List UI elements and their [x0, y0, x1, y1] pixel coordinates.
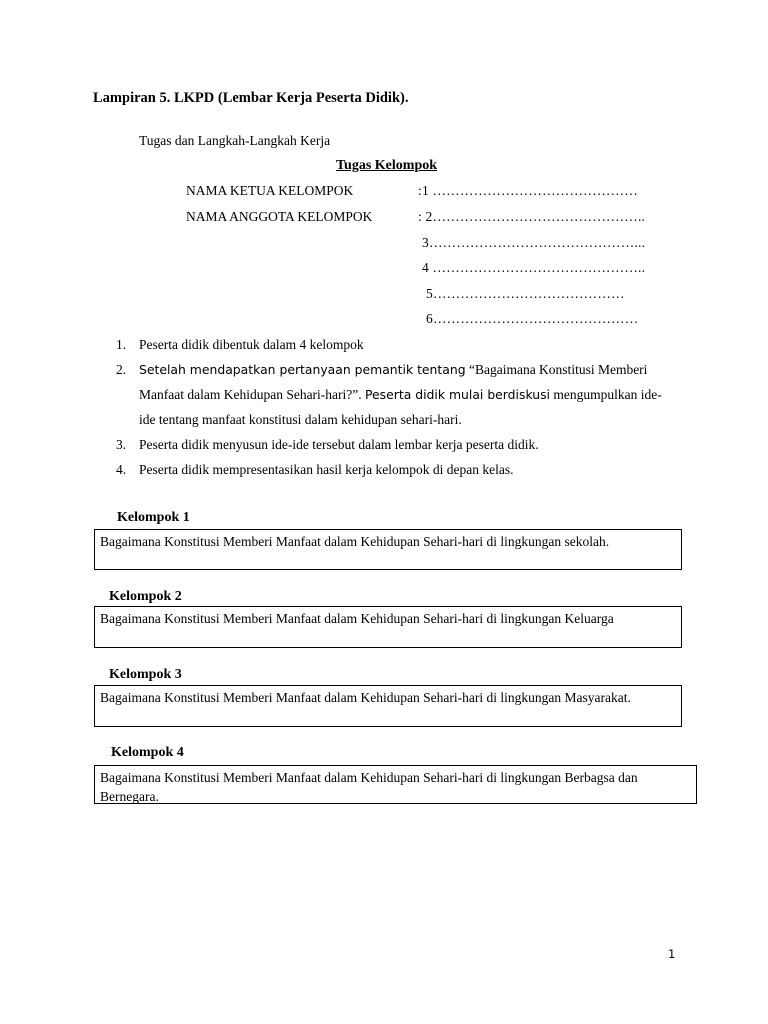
group-1-title: Kelompok 1: [117, 510, 190, 525]
step-text-part: Peserta didik mulai berdiskusi: [365, 387, 550, 402]
member-line-2: : 2………………………………………..: [418, 209, 646, 224]
page-number: 1: [668, 947, 676, 961]
step-text: Peserta didik mempresentasikan hasil kerja kelompok di depan kelas.: [139, 462, 514, 477]
group-4-title: Kelompok 4: [111, 745, 184, 760]
step-text-part: Setelah mendapatkan pertanyaan pemantik tentang: [139, 362, 466, 377]
step-number: 4.: [116, 462, 127, 477]
group-3-title: Kelompok 3: [109, 667, 182, 682]
section-subtitle: Tugas dan Langkah-Langkah Kerja: [139, 133, 331, 148]
list-item: [116, 357, 676, 432]
list-item: [116, 457, 676, 482]
group-4-box: Bagaimana Konstitusi Memberi Manfaat dalam Kehidupan Sehari-hari di lingkungan Berbagsa dan Bernegara.: [94, 765, 697, 804]
member-name-label: NAMA ANGGOTA KELOMPOK: [186, 209, 373, 224]
leader-name-label: NAMA KETUA KELOMPOK: [186, 183, 354, 198]
step-text: Peserta didik menyusun ide-ide tersebut dalam lembar kerja peserta didik.: [139, 437, 539, 452]
leader-name-line: :1 ………………………………………: [418, 183, 638, 198]
step-text-part: “Bagaimana Konstitusi Memberi Manfaat dalam Kehidupan Sehari-hari?”.: [139, 362, 648, 402]
steps-list: [116, 332, 676, 482]
group-2-box: Bagaimana Konstitusi Memberi Manfaat dalam Kehidupan Sehari-hari di lingkungan Keluarga: [94, 606, 682, 648]
step-number: 1.: [116, 337, 127, 352]
list-item: [116, 432, 676, 457]
member-line-6: 6………………………………………: [426, 311, 639, 326]
section-heading: Tugas Kelompok: [336, 158, 438, 173]
member-line-3: 3………………………………………...: [422, 235, 646, 250]
member-line-4: 4 ………………………………………..: [422, 260, 646, 275]
member-line-5: 5……………………………………: [426, 286, 625, 301]
group-2-title: Kelompok 2: [109, 589, 182, 604]
step-number: 3.: [116, 437, 127, 452]
list-item: [116, 332, 676, 357]
step-number: 2.: [116, 362, 127, 377]
group-3-box: Bagaimana Konstitusi Memberi Manfaat dalam Kehidupan Sehari-hari di lingkungan Masyarakat.: [94, 685, 682, 727]
document-title: Lampiran 5. LKPD (Lembar Kerja Peserta Didik).: [93, 90, 409, 106]
group-1-box: Bagaimana Konstitusi Memberi Manfaat dalam Kehidupan Sehari-hari di lingkungan sekolah.: [94, 529, 682, 570]
step-text: Peserta didik dibentuk dalam 4 kelompok: [139, 337, 364, 352]
step-text-part: mengumpulkan ide-ide tentang manfaat konstitusi dalam kehidupan sehari-hari.: [139, 387, 662, 427]
